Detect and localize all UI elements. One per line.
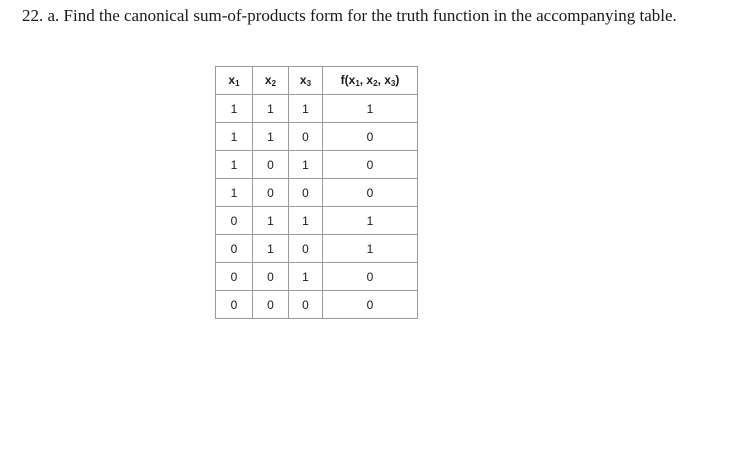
- cell-f: 1: [323, 207, 418, 235]
- cell-x3: 0: [289, 123, 323, 151]
- table-row: [216, 291, 418, 319]
- cell-f: 0: [323, 151, 418, 179]
- cell-x2: 0: [253, 151, 289, 179]
- table-row: [216, 95, 418, 123]
- table-header-row: [216, 67, 418, 95]
- header-x2: $x_2$: [253, 67, 289, 95]
- cell-x2: 0: [253, 179, 289, 207]
- table-row: [216, 179, 418, 207]
- table-row: [216, 151, 418, 179]
- cell-x3: 1: [289, 263, 323, 291]
- cell-x1: 0: [216, 207, 253, 235]
- cell-x1: 1: [216, 179, 253, 207]
- cell-x1: 1: [216, 151, 253, 179]
- cell-f: 0: [323, 179, 418, 207]
- cell-x1: 0: [216, 291, 253, 319]
- cell-x2: 1: [253, 207, 289, 235]
- header-x1: $x_1$: [216, 67, 253, 95]
- cell-f: 1: [323, 235, 418, 263]
- question-text: 22. a. Find the canonical sum-of-products form for the truth function in the accompanying table.: [22, 6, 677, 25]
- cell-x2: 0: [253, 291, 289, 319]
- table-row: [216, 235, 418, 263]
- cell-x2: 0: [253, 263, 289, 291]
- cell-f: 0: [323, 291, 418, 319]
- cell-f: 1: [323, 95, 418, 123]
- cell-x2: 1: [253, 123, 289, 151]
- cell-x1: 1: [216, 123, 253, 151]
- cell-x3: 0: [289, 179, 323, 207]
- cell-x1: 1: [216, 95, 253, 123]
- header-x3: $x_3$: [289, 67, 323, 95]
- cell-x2: 1: [253, 235, 289, 263]
- truth-table: [215, 66, 418, 319]
- cell-x3: 0: [289, 291, 323, 319]
- cell-x2: 1: [253, 95, 289, 123]
- table-row: [216, 263, 418, 291]
- cell-x3: 1: [289, 95, 323, 123]
- cell-x3: 1: [289, 151, 323, 179]
- cell-x3: 1: [289, 207, 323, 235]
- cell-x3: 0: [289, 235, 323, 263]
- cell-x1: 0: [216, 263, 253, 291]
- cell-x1: 0: [216, 235, 253, 263]
- table-row: [216, 123, 418, 151]
- cell-f: 0: [323, 123, 418, 151]
- header-function: $f(x_1$, $x_2$, $x_3$): [323, 67, 418, 95]
- cell-f: 0: [323, 263, 418, 291]
- table-row: [216, 207, 418, 235]
